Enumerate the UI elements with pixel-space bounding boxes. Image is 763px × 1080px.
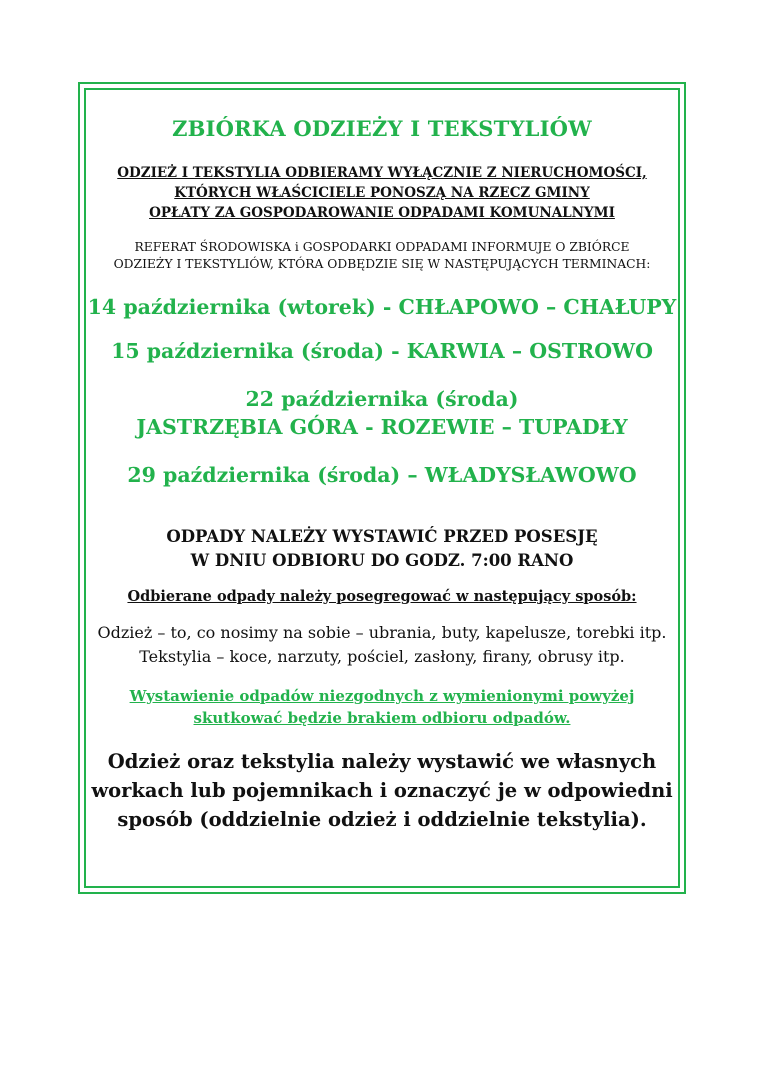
placement-instruction-line: W DNIU ODBIORU DO GODZ. 7:00 RANO xyxy=(190,551,574,570)
final-instruction xyxy=(86,747,678,834)
segregation-heading: Odbierane odpady należy posegregować w następujący sposób: xyxy=(127,588,637,605)
warning-note-line: skutkować będzie brakiem odbioru odpadów. xyxy=(193,709,571,727)
warning-note xyxy=(86,685,678,729)
department-info-line: REFERAT ŚRODOWISKA i GOSPODARKI ODPADAMI INFORMUJE O ZBIÓRCE xyxy=(134,240,630,254)
department-info-line: ODZIEŻY I TEKSTYLIÓW, KTÓRA ODBĘDZIE SIĘ W NASTĘPUJĄCYCH TERMINACH: xyxy=(113,257,651,271)
schedule-entry-line: 14 października (wtorek) - CHŁAPOWO – CHAŁUPY xyxy=(87,295,677,319)
final-instruction-line: Odzież oraz tekstylia należy wystawić we własnych xyxy=(107,750,657,773)
placement-instruction xyxy=(86,525,678,573)
schedule-entry-line: 15 października (środa) - KARWIA – OSTROWO xyxy=(111,339,653,363)
segregation-example-line: Tekstylia – koce, narzuty, pościel, zasłony, firany, obrusy itp. xyxy=(139,647,625,666)
segregation-example-line: Odzież – to, co nosimy na sobie – ubrania, buty, kapelusze, torebki itp. xyxy=(97,623,667,642)
final-instruction-line: sposób (oddzielnie odzież i oddzielnie tekstylia). xyxy=(117,808,647,831)
page-title: ZBIÓRKA ODZIEŻY I TEKSTYLIÓW xyxy=(172,116,592,141)
final-instruction-line: workach lub pojemnikach i oznaczyć je w odpowiedni xyxy=(91,779,673,802)
schedule-entry-line: JASTRZĘBIA GÓRA - ROZEWIE – TUPADŁY xyxy=(136,415,628,439)
department-info xyxy=(86,239,678,273)
placement-instruction-line: ODPADY NALEŻY WYSTAWIĆ PRZED POSESJĘ xyxy=(166,527,598,546)
eligibility-notice xyxy=(86,163,678,223)
schedule-entry xyxy=(86,461,678,489)
eligibility-notice-line: OPŁATY ZA GOSPODAROWANIE ODPADAMI KOMUNALNYMI xyxy=(149,205,615,221)
notice-content xyxy=(86,90,678,834)
eligibility-notice-line: KTÓRYCH WŁAŚCICIELE PONOSZĄ NA RZECZ GMINY xyxy=(174,185,590,201)
schedule-entry xyxy=(86,293,678,321)
segregation-examples xyxy=(86,621,678,669)
schedule-entry xyxy=(86,385,678,441)
schedule-entry xyxy=(86,337,678,365)
warning-note-line: Wystawienie odpadów niezgodnych z wymienionymi powyżej xyxy=(129,687,635,705)
schedule-entry-line: 22 października (środa) xyxy=(245,387,519,411)
eligibility-notice-line: ODZIEŻ I TEKSTYLIA ODBIERAMY WYŁĄCZNIE Z NIERUCHOMOŚCI, xyxy=(117,165,647,181)
schedule-entry-line: 29 października (środa) – WŁADYSŁAWOWO xyxy=(127,463,637,487)
